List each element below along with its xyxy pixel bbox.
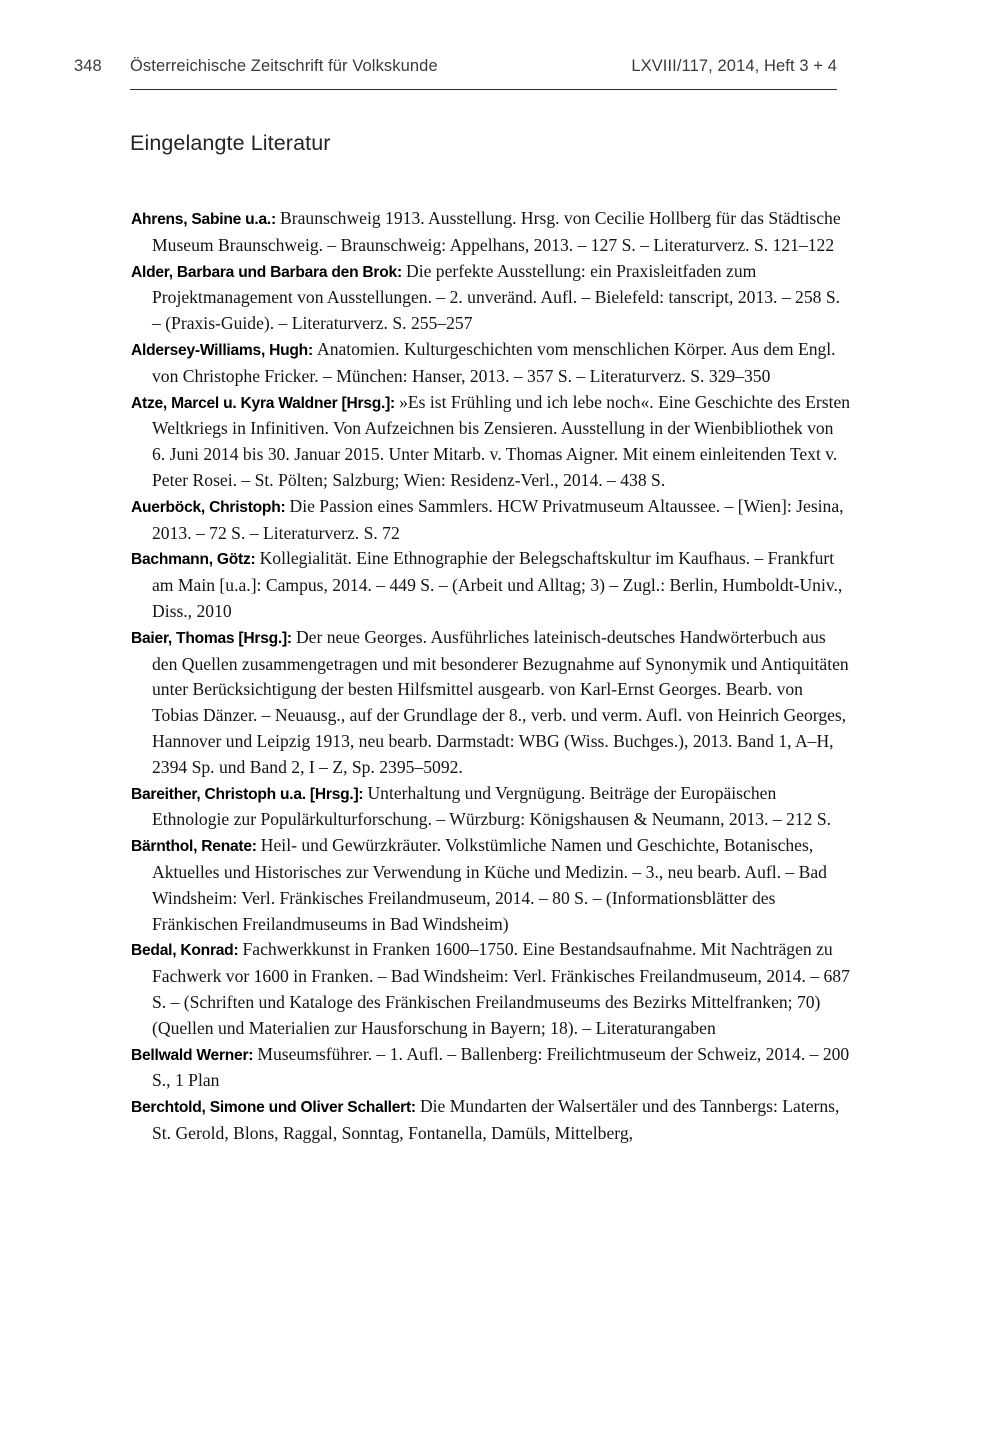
entry-text: Der neue Georges. Ausführliches lateinisch-deutsches Handwörterbuch aus den Quellen zusammengetragen und mit besonderer Bezugnahme auf Synonymik und Antiquitäten unter Berücksichtigung der besten Hilfsmittel ausgearb. von Karl-Ernst Georges. Bearb. von Tobias Dänzer. – Neuausg., auf der Grundlage der 8., verb. und verm. Aufl. von Heinrich Georges, Hannover und Leipzig 1913, neu bearb. Darmstadt: WBG (Wiss. Buchges.), 2013. Band 1, A–H, 2394 Sp. und Band 2, I – Z, Sp. 2395–5092.	[152, 626, 849, 777]
bibliography-entry	[131, 1094, 851, 1147]
issue-info: LXVIII/117, 2014, Heft 3 + 4	[631, 57, 837, 75]
entry-author: Baier, Thomas [Hrsg.]:	[131, 629, 296, 647]
journal-title: Österreichische Zeitschrift für Volkskunde	[130, 57, 438, 75]
bibliography-entry	[131, 390, 851, 494]
entry-text: Anatomien. Kulturgeschichten vom menschlichen Körper. Aus dem Engl. von Christophe Fricker. – München: Hanser, 2013. – 357 S. – Literaturverz. S. 329–350	[152, 338, 836, 386]
running-head	[74, 57, 837, 76]
bibliography-entry	[131, 546, 851, 624]
entry-text: Die Mundarten der Walsertäler und des Tannbergs: Laterns, St. Gerold, Blons, Raggal, Sonntag, Fontanella, Damüls, Mittelberg,	[152, 1096, 840, 1143]
entry-text: Museumsführer. – 1. Aufl. – Ballenberg: Freilichtmuseum der Schweiz, 2014. – 200 S., 1 Plan	[152, 1043, 850, 1091]
entry-text: Braunschweig 1913. Ausstellung. Hrsg. von Cecilie Hollberg für das Städtische Museum Braunschweig. – Braunschweig: Appelhans, 2013. – 127 S. – Literaturverz. S. 121–122	[152, 208, 841, 255]
entry-text: Heil- und Gewürzkräuter. Volkstümliche Namen und Geschichte, Botanisches, Aktuelles und Historisches zur Verwendung in Küche und Medizin. – 3., neu bearb. Aufl. – Bad Windsheim: Verl. Fränkisches Freilandmuseum, 2014. – 80 S. – (Informationsblätter des Fränkischen Freilandmuseums in Bad Windsheim)	[152, 835, 827, 934]
entry-text: »Es ist Frühling und ich lebe noch«. Eine Geschichte des Ersten Weltkriegs in Infinitiven. Von Aufzeichnen bis Zensieren. Ausstellung in der Wienbibliothek von 6. Juni 2014 bis 30. Januar 2015. Unter Mitarb. v. Thomas Aigner. Mit einem einleitenden Text v. Peter Rosei. – St. Pölten; Salzburg; Wien: Residenz-Verl., 2014. – 438 S.	[152, 391, 851, 490]
entry-author: Ahrens, Sabine u.a.:	[131, 211, 280, 228]
entry-author: Bachmann, Götz:	[131, 551, 260, 569]
entry-text: Fachwerkkunst in Franken 1600–1750. Eine Bestandsaufnahme. Mit Nachträgen zu Fachwerk vor 1600 in Franken. – Bad Windsheim: Verl. Fränkisches Freilandmuseum, 2014. – 687 S. – (Schriften und Kataloge des Fränkischen Freilandmuseums des Bezirks Mittelfranken; 70) (Quellen und Materialien zur Hausforschung in Bayern; 18). – Literaturangaben	[152, 939, 850, 1038]
bibliography-entry	[131, 781, 851, 834]
bibliography-entry	[131, 494, 851, 547]
entry-text: Die perfekte Ausstellung: ein Praxisleitfaden zum Projektmanagement von Ausstellungen. – 2. unveränd. Aufl. – Bielefeld: tanscript, 2013. – 258 S. – (Praxis-Guide). – Literaturverz. S. 255–257	[152, 260, 841, 334]
page-number: 348	[74, 57, 102, 75]
bibliography-entry	[131, 625, 851, 781]
bibliography-list	[131, 206, 851, 1147]
bibliography-entry	[131, 206, 851, 259]
bibliography-entry	[131, 337, 851, 390]
entry-author: Auerböck, Christoph:	[131, 498, 290, 516]
entry-author: Bedal, Konrad:	[131, 942, 243, 960]
entry-author: Bellwald Werner:	[131, 1046, 258, 1064]
header-rule	[130, 89, 837, 90]
bibliography-entry	[131, 833, 851, 937]
section-title: Eingelangte Literatur	[130, 131, 331, 155]
entry-author: Aldersey-Williams, Hugh:	[131, 341, 317, 359]
entry-author: Berchtold, Simone und Oliver Schallert:	[131, 1099, 420, 1117]
bibliography-entry	[131, 937, 851, 1041]
entry-text: Kollegialität. Eine Ethnographie der Belegschaftskultur im Kaufhaus. – Frankfurt am Main [u.a.]: Campus, 2014. – 449 S. – (Arbeit und Alltag; 3) – Zugl.: Berlin, Humboldt-Univ., Diss., 2010	[152, 548, 843, 621]
bibliography-entry	[131, 259, 851, 337]
entry-author: Bärnthol, Renate:	[131, 838, 261, 856]
entry-author: Bareither, Christoph u.a. [Hrsg.]:	[131, 785, 368, 803]
entry-author: Atze, Marcel u. Kyra Waldner [Hrsg.]:	[131, 394, 400, 412]
bibliography-entry	[131, 1042, 851, 1095]
entry-text: Die Passion eines Sammlers. HCW Privatmuseum Altaussee. – [Wien]: Jesina, 2013. – 72 S. – Literaturverz. S. 72	[152, 495, 844, 543]
entry-text: Unterhaltung und Vergnügung. Beiträge der Europäischen Ethnologie zur Populärkulturforschung. – Würzburg: Königshausen & Neumann, 2013. – 212 S.	[152, 782, 832, 830]
entry-author: Alder, Barbara und Barbara den Brok:	[131, 263, 406, 281]
